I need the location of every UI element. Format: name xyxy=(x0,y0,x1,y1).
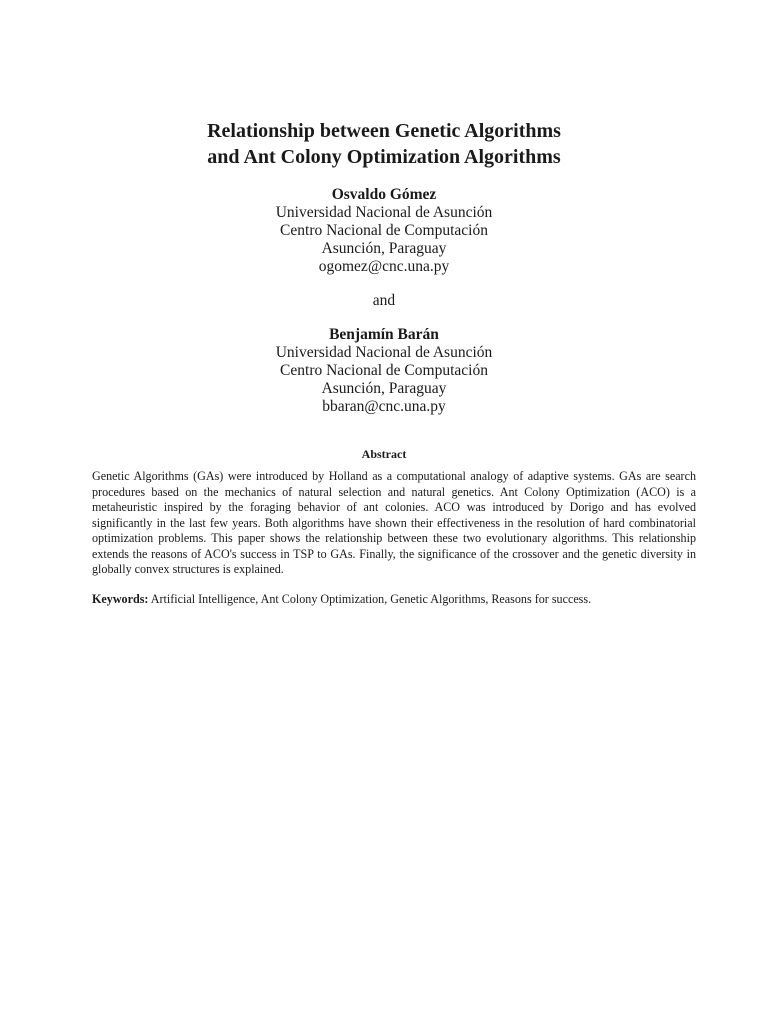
author-email[interactable]: ogomez@cnc.una.py xyxy=(318,258,450,275)
author-name: Osvaldo Gómez xyxy=(331,186,437,203)
author-block-1 xyxy=(0,186,768,276)
author-name: Benjamín Barán xyxy=(329,326,439,343)
author-separator: and xyxy=(372,292,396,309)
abstract-text: Genetic Algorithms (GAs) were introduced by Holland as a computational analogy of adaptive systems. GAs are search procedures based on the mechanics of natural selection and natural genetics. Ant Colony Optimization (ACO) is a metaheuristic inspired by the foraging behavior of ant colonies. ACO was introduced by Dorigo and has evolved significantly in the last few years. Both algorithms have shown their effectiveness in the resolution of hard combinatorial optimization problems. This paper shows the relationship between these two evolutionary algorithms. This relationship extends the reasons of ACO's success in TSP to GAs. Finally, the significance of the crossover and the genetic diversity in globally convex structures is explained. xyxy=(92,469,696,576)
keywords-text: Artificial Intelligence, Ant Colony Optimization, Genetic Algorithms, Reasons for success. xyxy=(150,592,592,606)
keywords xyxy=(92,592,696,608)
abstract-heading: Abstract xyxy=(361,447,407,461)
title-line-1: Relationship between Genetic Algorithms xyxy=(207,120,561,142)
author-affiliation: Centro Nacional de Computación xyxy=(280,222,488,239)
author-affiliation: Universidad Nacional de Asunción xyxy=(275,204,493,221)
keywords-label: Keywords: xyxy=(92,592,149,606)
author-block-2 xyxy=(0,326,768,416)
author-affiliation: Universidad Nacional de Asunción xyxy=(275,344,493,361)
paper-title xyxy=(0,118,768,170)
author-location: Asunción, Paraguay xyxy=(321,240,447,257)
title-line-2: and Ant Colony Optimization Algorithms xyxy=(207,146,561,168)
author-location: Asunción, Paraguay xyxy=(321,380,447,397)
author-email[interactable]: bbaran@cnc.una.py xyxy=(322,398,446,415)
author-affiliation: Centro Nacional de Computación xyxy=(280,362,488,379)
